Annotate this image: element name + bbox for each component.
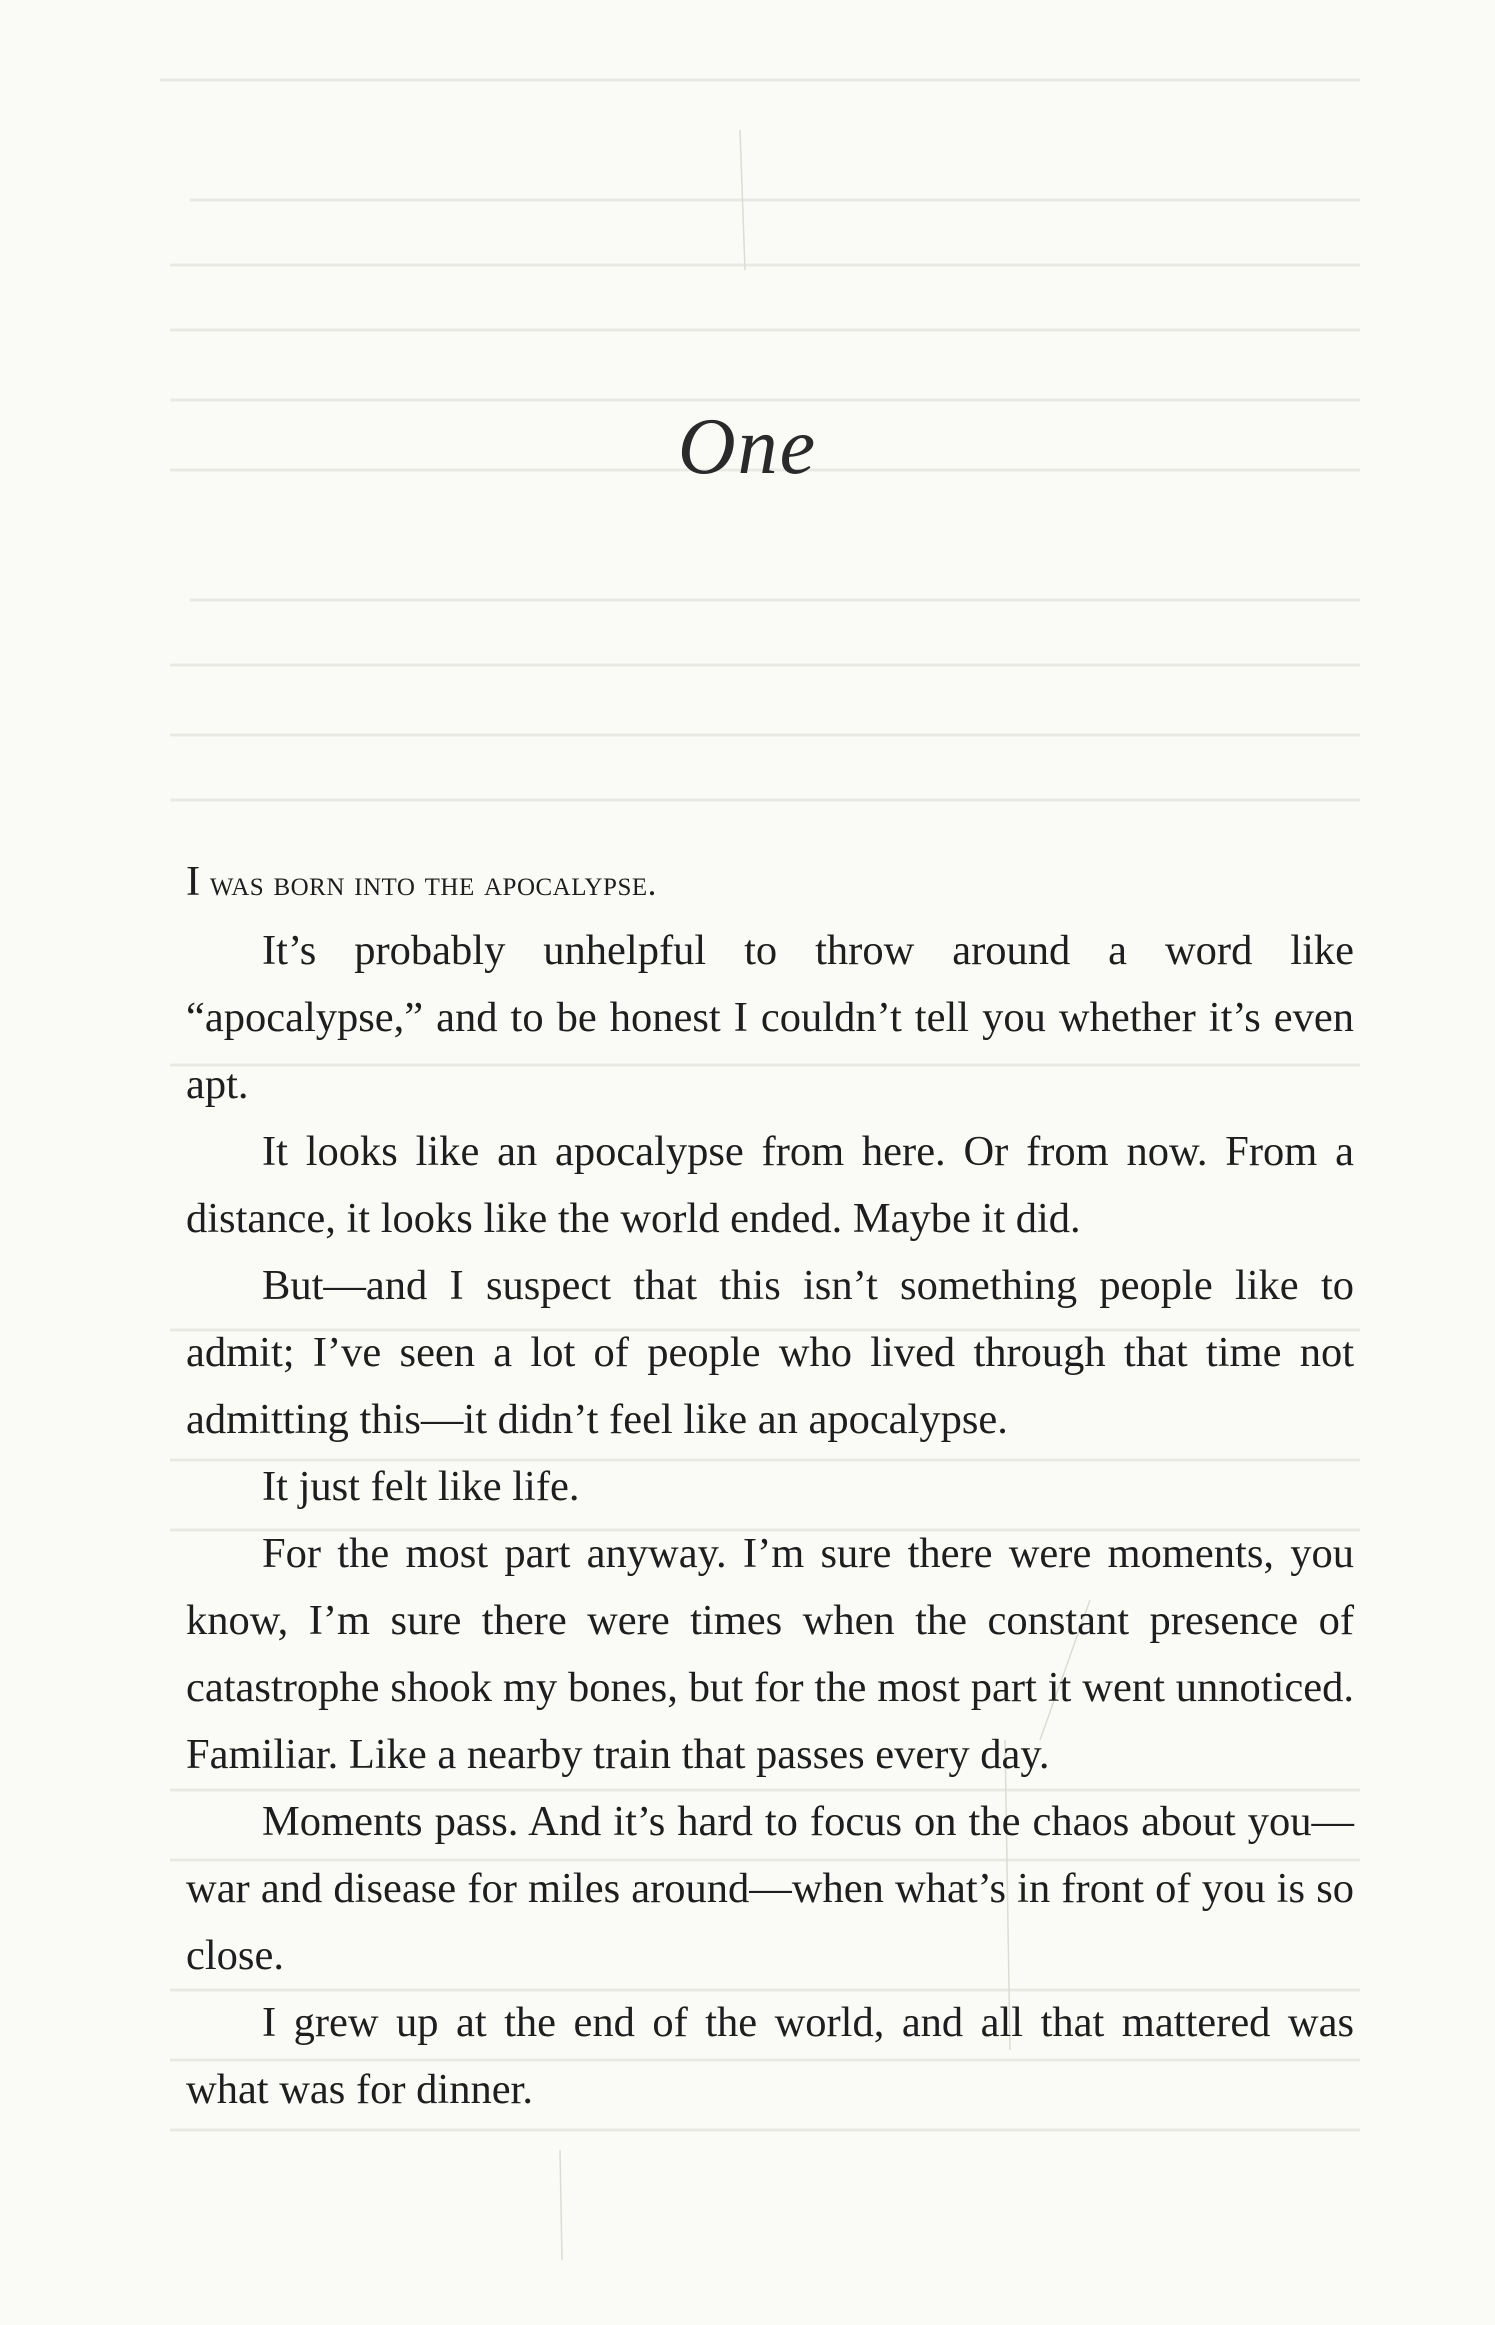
paragraph: I grew up at the end of the world, and all that mattered was what was for dinner.: [186, 1999, 1354, 2113]
opening-initial: I: [186, 858, 201, 905]
chapter-body: [186, 848, 1354, 2123]
chapter-title: One: [677, 403, 818, 491]
paragraph: It’s probably unhelpful to throw around a word like “apocalypse,” and to be honest I couldn’t tell you whether it’s even apt.: [186, 927, 1354, 1108]
paragraph: But—and I suspect that this isn’t something people like to admit; I’ve seen a lot of people who lived through that time not admitting this—it didn’t feel like an apocalypse.: [186, 1262, 1354, 1443]
paragraph: Moments pass. And it’s hard to focus on the chaos about you—war and disease for miles around—when what’s in front of you is so close.: [186, 1798, 1354, 1979]
paragraph: It looks like an apocalypse from here. Or from now. From a distance, it looks like the world ended. Maybe it did.: [186, 1128, 1354, 1242]
opening-line-text: was born into the apocalypse.: [200, 864, 657, 903]
opening-line: [186, 848, 1354, 917]
paragraph: For the most part anyway. I’m sure there were moments, you know, I’m sure there were times when the constant presence of catastrophe shook my bones, but for the most part it went unnoticed. Familiar. Like a nearby train that passes every day.: [186, 1530, 1354, 1778]
paragraph: It just felt like life.: [262, 1463, 580, 1510]
